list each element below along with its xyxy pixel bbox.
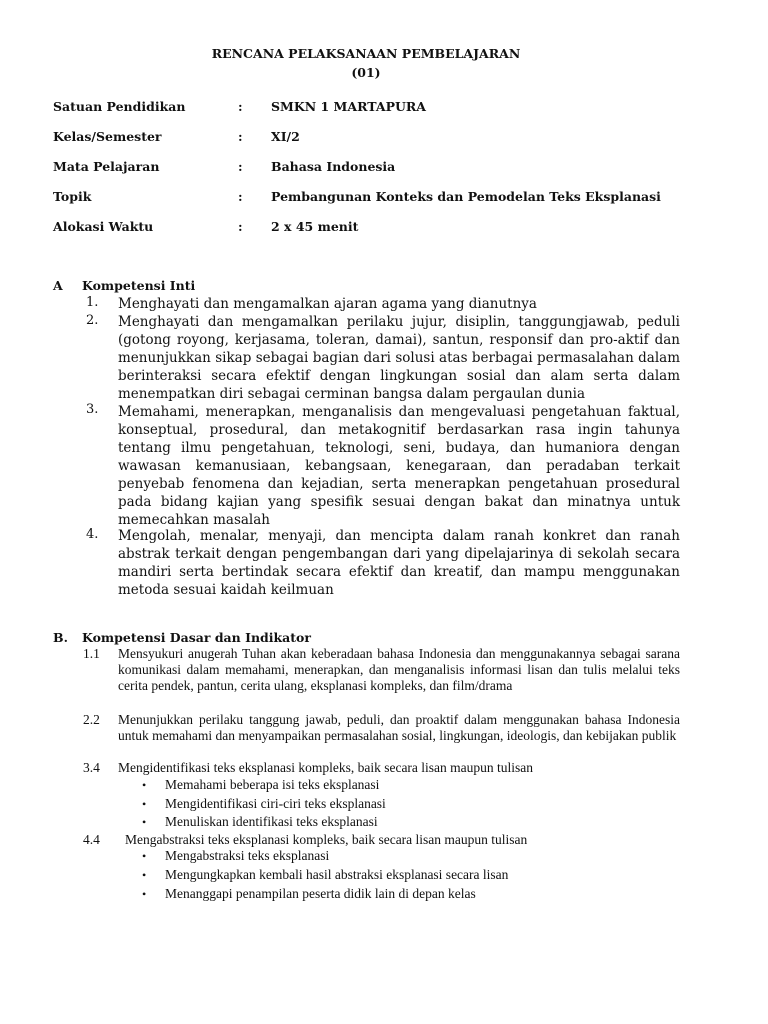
bullet-icon: • [142, 849, 147, 863]
bullet-icon: • [142, 887, 147, 901]
info-value: SMKN 1 MARTAPURA [271, 99, 426, 114]
kd-number: 1.1 [83, 646, 100, 661]
indicator-item: Mengidentifikasi ciri-ciri teks eksplanasi [165, 796, 386, 811]
kd-number: 2.2 [83, 712, 100, 727]
info-label: Alokasi Waktu [53, 219, 154, 234]
bullet-icon: • [142, 868, 147, 882]
ki-number: 1. [86, 295, 99, 310]
document-number: (01) [351, 65, 381, 80]
document-title: RENCANA PELAKSANAAN PEMBELAJARAN [211, 46, 521, 61]
indicator-item: Mengungkapkan kembali hasil abstraksi eksplanasi secara lisan [165, 867, 509, 882]
info-label: Satuan Pendidikan [53, 99, 186, 114]
info-colon: : [238, 129, 243, 144]
info-colon: : [238, 99, 243, 114]
ki-text: Menghayati dan mengamalkan perilaku jujur, disiplin, tanggungjawab, peduli (gotong royong, kerjasama, toleran, damai), santun, responsif dan pro-aktif dan menunjukkan sikap sebagai bagian dari solusi atas berbagai permasalahan dalam berinteraksi secara efektif dengan lingkungan sosial dan alam serta dalam menempatkan diri sebagai cerminan bangsa dalam pergaulan dunia [118, 314, 680, 402]
info-value: Bahasa Indonesia [271, 159, 396, 174]
kd-text: Mensyukuri anugerah Tuhan akan keberadaan bahasa Indonesia dan menggunakannya sebagai sarana komunikasi dalam memahami, menerapkan, dan menganalisis informasi lisan dan tulis melalui teks cerita pendek, pantun, cerita ulang, eksplanasi kompleks, dan film/drama [118, 646, 680, 693]
ki-text: Mengolah, menalar, menyaji, dan mencipta dalam ranah konkret dan ranah abstrak terkait dengan pengembangan dari yang dipelajarinya di sekolah secara mandiri serta bertindak secara efektif dan kreatif, dan mampu menggunakan metoda sesuai kaidah keilmuan [118, 528, 680, 598]
info-colon: : [238, 159, 243, 174]
info-colon: : [238, 189, 243, 204]
info-label: Topik [53, 189, 92, 204]
section-a-title: Kompetensi Inti [82, 278, 196, 293]
bullet-icon: • [142, 797, 147, 811]
ki-text: Menghayati dan mengamalkan ajaran agama yang dianutnya [118, 296, 537, 312]
info-colon: : [238, 219, 243, 234]
indicator-item: Menanggapi penampilan peserta didik lain di depan kelas [165, 886, 476, 901]
info-value: 2 x 45 menit [271, 219, 359, 234]
kd-text: Mengidentifikasi teks eksplanasi kompleks, baik secara lisan maupun tulisan [118, 760, 534, 775]
indicator-item: Mengabstraksi teks eksplanasi [165, 848, 330, 863]
info-value: Pembangunan Konteks dan Pemodelan Teks Eksplanasi [271, 189, 661, 204]
bullet-icon: • [142, 778, 147, 792]
kd-text: Mengabstraksi teks eksplanasi kompleks, baik secara lisan maupun tulisan [125, 832, 528, 847]
info-label: Mata Pelajaran [53, 159, 160, 174]
ki-text: Memahami, menerapkan, menganalisis dan mengevaluasi pengetahuan faktual, konseptual, prosedural, dan metakognitif berdasarkan rasa ingin tahunya tentang ilmu pengetahuan, teknologi, seni, budaya, dan humaniora dengan wawasan kemanusiaan, kebangsaan, kenegaraan, dan peradaban terkait penyebab fenomena dan kejadian, serta menerapkan pengetahuan prosedural pada bidang kajian yang spesifik sesuai dengan bakat dan minatnya untuk memecahkan masalah [118, 404, 680, 528]
section-b-letter: B. [53, 630, 68, 645]
info-label: Kelas/Semester [53, 129, 162, 144]
section-b-title: Kompetensi Dasar dan Indikator [82, 630, 311, 645]
kd-number: 4.4 [83, 832, 100, 847]
bullet-icon: • [142, 815, 147, 829]
ki-number: 4. [86, 527, 99, 542]
kd-text: Menunjukkan perilaku tanggung jawab, peduli, dan proaktif dalam menggunakan bahasa Indonesia untuk memahami dan menyampaikan permasalahan sosial, lingkungan, ideologis, dan kebijakan publik [118, 712, 680, 743]
ki-number: 3. [86, 402, 99, 417]
indicator-item: Menuliskan identifikasi teks eksplanasi [165, 814, 378, 829]
ki-number: 2. [86, 313, 99, 328]
kd-number: 3.4 [83, 760, 100, 775]
info-value: XI/2 [271, 129, 300, 144]
indicator-item: Memahami beberapa isi teks eksplanasi [165, 777, 380, 792]
section-a-letter: A [53, 278, 63, 293]
